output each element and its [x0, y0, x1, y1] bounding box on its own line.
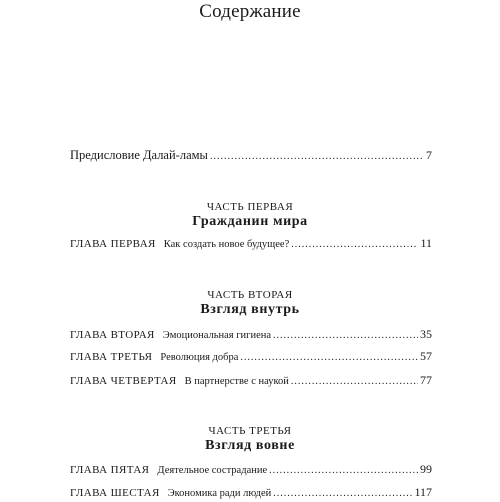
chapter-label: ГЛАВА ТРЕТЬЯ [70, 351, 153, 363]
page-number: 99 [420, 462, 432, 476]
dot-leader [210, 149, 424, 165]
toc-entry-chapter[interactable] [70, 461, 432, 479]
part-label: ЧАСТЬ ТРЕТЬЯ [208, 425, 292, 437]
dot-leader [291, 374, 418, 390]
part-title: Взгляд вовне [205, 438, 295, 453]
chapter-label: ГЛАВА ВТОРАЯ [70, 329, 155, 341]
toc-entry-chapter[interactable] [70, 372, 432, 390]
page-number: 7 [426, 148, 432, 162]
entry-title: В партнерстве с наукой [184, 376, 289, 387]
dot-leader [269, 463, 418, 479]
page-number: 117 [414, 485, 432, 499]
part-title: Взгляд внутрь [200, 302, 300, 317]
entry-title: Предисловие Далай-ламы [70, 148, 208, 162]
part-label: ЧАСТЬ ВТОРАЯ [207, 289, 293, 301]
entry-title: Экономика ради людей [167, 488, 272, 499]
chapter-label: ГЛАВА ПЯТАЯ [70, 464, 150, 476]
toc-entry-chapter[interactable] [70, 326, 432, 344]
chapter-label: ГЛАВА ПЕРВАЯ [70, 238, 156, 250]
entry-title: Деятельное сострадание [157, 465, 268, 476]
page-number: 35 [420, 327, 432, 341]
dot-leader [240, 350, 418, 366]
toc-entry-chapter[interactable] [70, 235, 432, 253]
dot-leader [291, 237, 418, 253]
page-number: 57 [420, 349, 432, 363]
page-title: Содержание [199, 1, 301, 22]
toc-entry-chapter[interactable] [70, 484, 432, 502]
entry-title: Революция добра [160, 352, 239, 363]
chapter-label: ГЛАВА ЧЕТВЕРТАЯ [70, 375, 177, 387]
page-number: 11 [420, 236, 432, 250]
chapter-label: ГЛАВА ШЕСТАЯ [70, 487, 160, 499]
toc-entry-chapter[interactable] [70, 348, 432, 366]
page-number: 77 [420, 373, 432, 387]
part-label: ЧАСТЬ ПЕРВАЯ [206, 201, 294, 213]
dot-leader [273, 328, 418, 344]
part-title: Гражданин мира [192, 214, 308, 229]
entry-title: Как создать новое будущее? [163, 239, 290, 250]
toc-entry-preface[interactable] [70, 147, 432, 165]
entry-title: Эмоциональная гигиена [162, 330, 272, 341]
